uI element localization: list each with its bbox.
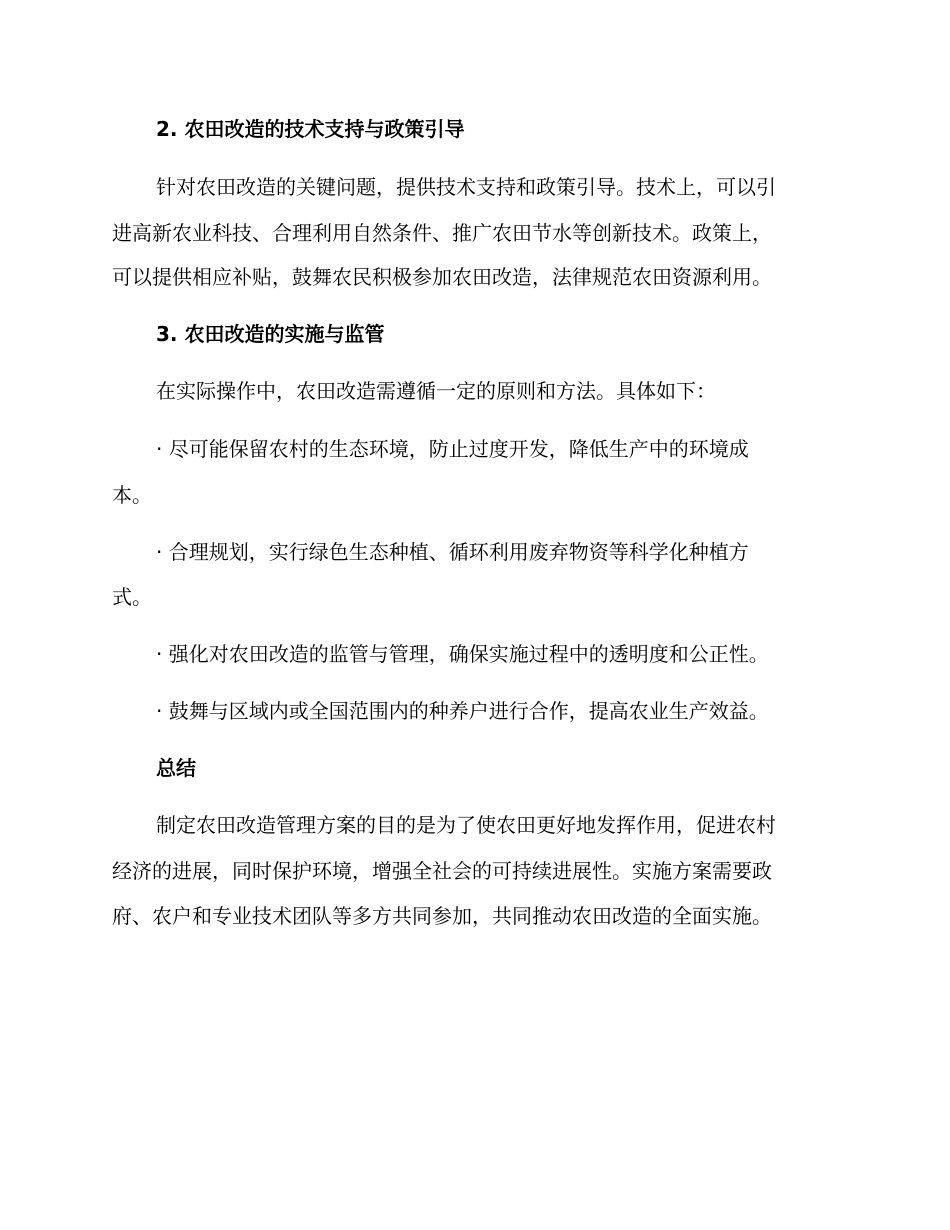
- bullet-3: · 强化对农田改造的监管与管理，确保实施过程中的透明度和公正性。: [156, 642, 769, 666]
- bullet-2-line1: · 合理规划，实行绿色生态种植、循环利用废弃物资等科学化种植方: [156, 540, 749, 564]
- section2-paragraph-line1: 针对农田改造的关键问题，提供技术支持和政策引导。技术上，可以引: [156, 175, 776, 199]
- section2-paragraph-line2: 进高新农业科技、合理利用自然条件、推广农田节水等创新技术。政策上，: [112, 221, 772, 245]
- bullet-1-line2: 本。: [112, 483, 152, 507]
- bullet-2-line2: 式。: [112, 585, 152, 609]
- summary-heading: 总结: [156, 756, 196, 780]
- bullet-4: · 鼓舞与区域内或全国范围内的种养户进行合作，提高农业生产效益。: [156, 699, 769, 723]
- summary-paragraph-line1: 制定农田改造管理方案的目的是为了使农田更好地发挥作用，促进农村: [156, 813, 776, 837]
- section3-intro: 在实际操作中，农田改造需遵循一定的原则和方法。具体如下：: [156, 379, 716, 403]
- section2-paragraph-line3: 可以提供相应补贴，鼓舞农民积极参加农田改造，法律规范农田资源利用。: [112, 265, 772, 289]
- summary-paragraph-line3: 府、农户和专业技术团队等多方共同参加，共同推动农田改造的全面实施。: [112, 904, 772, 928]
- bullet-1-line1: · 尽可能保留农村的生态环境，防止过度开发，降低生产中的环境成: [156, 437, 749, 461]
- section3-heading: 3. 农田改造的实施与监管: [156, 322, 385, 346]
- section2-heading: 2. 农田改造的技术支持与政策引导: [156, 117, 465, 141]
- summary-paragraph-line2: 经济的进展，同时保护环境，增强全社会的可持续进展性。实施方案需要政: [112, 859, 772, 883]
